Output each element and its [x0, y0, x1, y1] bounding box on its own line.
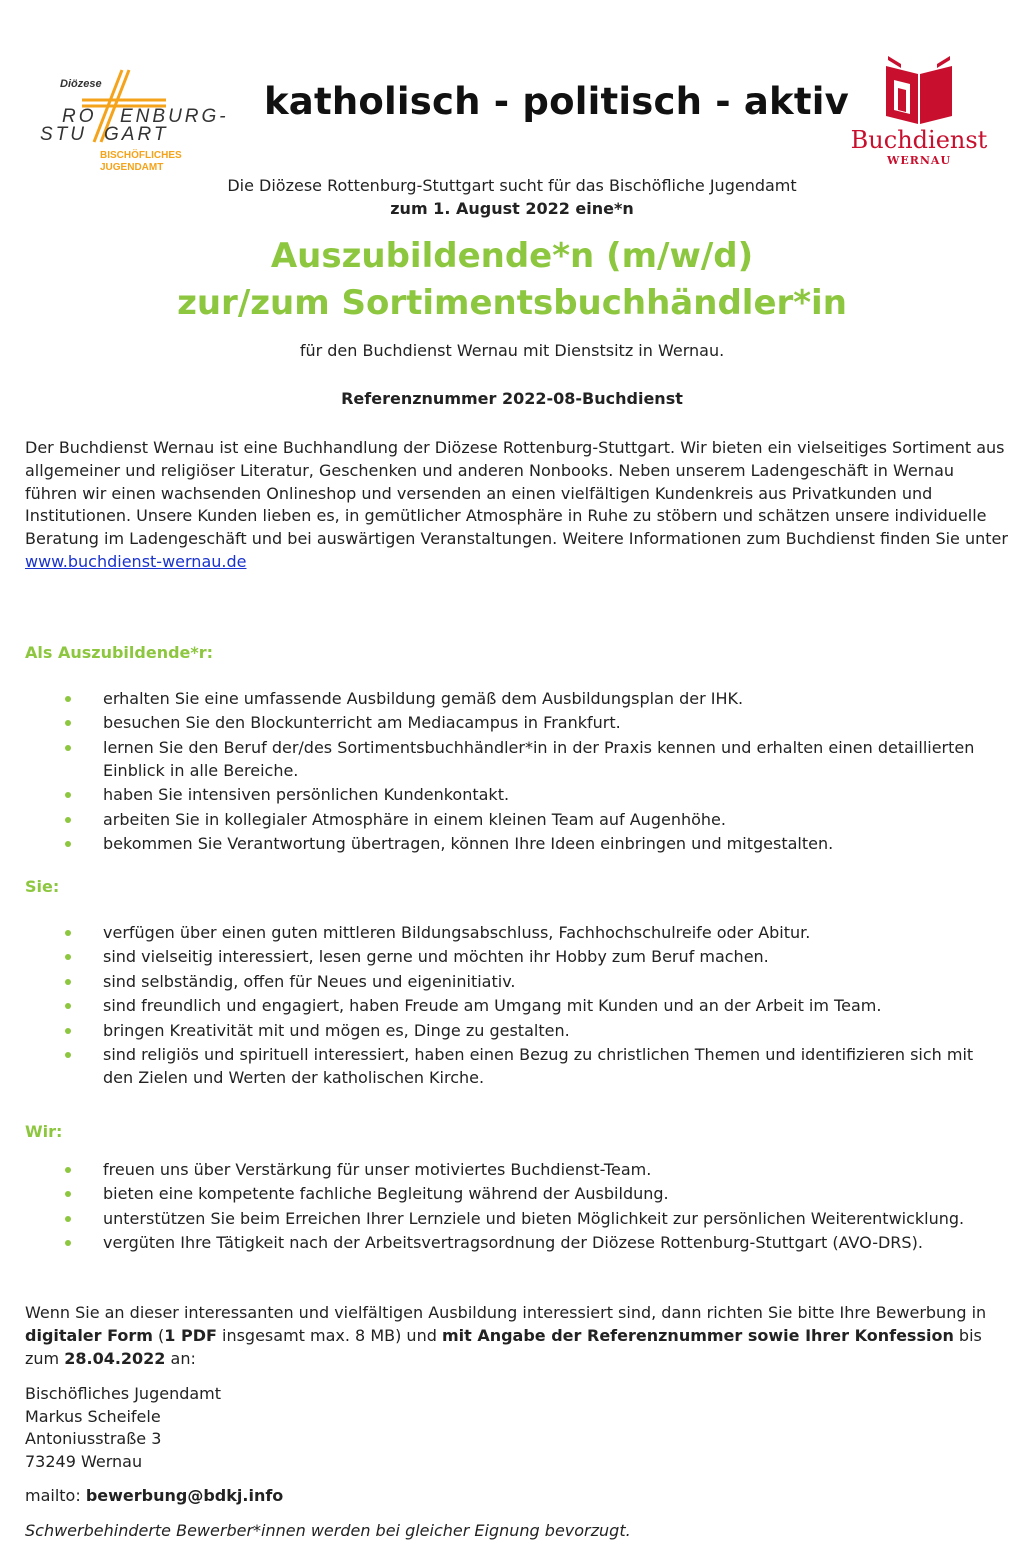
section-title-wir: Wir: — [25, 1122, 63, 1141]
list-item: erhalten Sie eine umfassende Ausbildung gemäß dem Ausbildungsplan der IHK. — [25, 687, 1005, 710]
list-item: bieten eine kompetente fachliche Begleitung während der Ausbildung. — [25, 1182, 1005, 1205]
job-location: für den Buchdienst Wernau mit Dienstsitz in Wernau. — [299, 341, 725, 360]
list-item: vergüten Ihre Tätigkeit nach der Arbeitsvertragsordnung der Diözese Rottenburg-Stuttgart (AVO-DRS). — [25, 1231, 1005, 1254]
apply-deadline: 28.04.2022 — [64, 1348, 166, 1368]
list-item: freuen uns über Verstärkung für unser motiviertes Buchdienst-Team. — [25, 1158, 1005, 1181]
logo-line2: STU — [40, 124, 87, 145]
apply-bold-1: digitaler Form — [25, 1325, 153, 1345]
address-street: Antoniusstraße 3 — [25, 1429, 162, 1448]
apply-bold-2: 1 PDF — [164, 1325, 217, 1345]
reference-number: Referenznummer 2022-08-Buchdienst — [341, 389, 683, 408]
section-title-sie: Sie: — [25, 877, 60, 896]
list-sie — [25, 921, 1005, 1090]
section-title-azubi: Als Auszubildende*r: — [25, 643, 214, 662]
list-item: bekommen Sie Verantwortung übertragen, können Ihre Ideen einbringen und mitgestalten. — [25, 832, 1005, 855]
address-city: 73249 Wernau — [25, 1451, 143, 1471]
logo-sub1: BISCHÖFLICHES — [100, 150, 182, 161]
about-paragraph — [25, 437, 1010, 574]
logo-dioezese-text: Diözese — [60, 78, 102, 90]
apply-text-3: insgesamt max. 8 MB) und — [216, 1325, 442, 1345]
intro-line-2: zum 1. August 2022 eine*n — [390, 199, 634, 218]
list-item: sind selbständig, offen für Neues und eigeninitiativ. — [25, 970, 1005, 993]
contact-line — [25, 1486, 283, 1505]
list-item: unterstützen Sie beim Erreichen Ihrer Lernziele und bieten Möglichkeit zur persönlichen Weiterentwicklung. — [25, 1207, 1005, 1230]
job-title-line-1: Auszubildende*n (m/w/d) — [270, 236, 754, 276]
address-person: Markus Scheifele — [25, 1406, 161, 1426]
dioezese-logo-graphic — [38, 64, 228, 176]
slogan-heading: katholisch - politisch - aktiv — [264, 80, 849, 123]
apply-text-2: ( — [152, 1325, 165, 1345]
application-paragraph — [25, 1302, 1010, 1370]
list-item: arbeiten Sie in kollegialer Atmosphäre in einem kleinen Team auf Augenhöhe. — [25, 808, 1005, 831]
list-item: verfügen über einen guten mittleren Bildungsabschluss, Fachhochschulreife oder Abitur. — [25, 921, 1005, 944]
intro-line-1: Die Diözese Rottenburg-Stuttgart sucht für das Bischöfliche Jugendamt — [227, 176, 797, 195]
list-item: haben Sie intensiven persönlichen Kundenkontakt. — [25, 783, 1005, 806]
list-item: lernen Sie den Beruf der/des Sortimentsbuchhändler*in in der Praxis kennen und erhalten einen detaillierten Einblick in alle Bereiche. — [25, 736, 1005, 782]
list-item: sind religiös und spirituell interessiert, haben einen Bezug zu christlichen Themen und identifizieren sich mit den Zielen und Werten der katholischen Kirche. — [25, 1043, 1005, 1089]
dioezese-logo — [38, 64, 228, 176]
buchdienst-logo — [848, 54, 990, 170]
list-item: besuchen Sie den Blockunterricht am Mediacampus in Frankfurt. — [25, 711, 1005, 734]
list-azubi — [25, 687, 1005, 856]
buchdienst-name: Buchdienst — [850, 126, 988, 154]
disability-note: Schwerbehinderte Bewerber*innen werden bei gleicher Eignung bevorzugt. — [25, 1521, 631, 1540]
buchdienst-place: WERNAU — [886, 154, 952, 167]
list-item: bringen Kreativität mit und mögen es, Dinge zu gestalten. — [25, 1019, 1005, 1042]
job-title-line-2: zur/zum Sortimentsbuchhändler*in — [177, 283, 847, 323]
address-block — [25, 1383, 221, 1473]
email-address[interactable]: bewerbung@bdkj.info — [85, 1486, 284, 1505]
list-item: sind vielseitig interessiert, lesen gerne und möchten ihr Hobby zum Beruf machen. — [25, 945, 1005, 968]
list-wir — [25, 1158, 1005, 1256]
mailto-label: mailto: — [25, 1486, 86, 1505]
apply-text-4: bis zum — [25, 1325, 982, 1368]
logo-sub2: JUGENDAMT — [100, 162, 164, 173]
logo-line2b: GART — [104, 124, 169, 145]
website-link[interactable]: www.buchdienst-wernau.de — [25, 551, 247, 571]
about-text: Der Buchdienst Wernau ist eine Buchhandlung der Diözese Rottenburg-Stuttgart. Wir bieten ein vielseitiges Sortiment aus allgemeiner und religiöser Literatur, Geschenken und anderen Nonbooks. Neben unserem Ladengeschäft in Wernau führen wir einen wachsenden Onlineshop und versenden an einen vielfältigen Kundenkreis aus Privatkunden und Institutionen. Unsere Kunden lieben es, in gemütlicher Atmosphäre in Ruhe zu stöbern und schätzen unsere individuelle Beratung im Ladengeschäft und bei auswärtigen Veranstaltungen. Weitere Informationen zum Buchdienst finden Sie unter — [25, 438, 1008, 549]
apply-bold-3: mit Angabe der Referenznummer sowie Ihrer Konfession — [441, 1325, 954, 1345]
apply-text-5: an: — [165, 1348, 196, 1368]
address-org: Bischöfliches Jugendamt — [25, 1384, 222, 1403]
book-icon — [848, 54, 990, 170]
logo-line1: RO — [62, 106, 97, 127]
apply-text-1: Wenn Sie an dieser interessanten und vielfältigen Ausbildung interessiert sind, dann richten Sie bitte Ihre Bewerbung in — [25, 1303, 987, 1322]
logo-line1b: ENBURG- — [120, 106, 228, 127]
list-item: sind freundlich und engagiert, haben Freude am Umgang mit Kunden und an der Arbeit im Team. — [25, 994, 1005, 1017]
